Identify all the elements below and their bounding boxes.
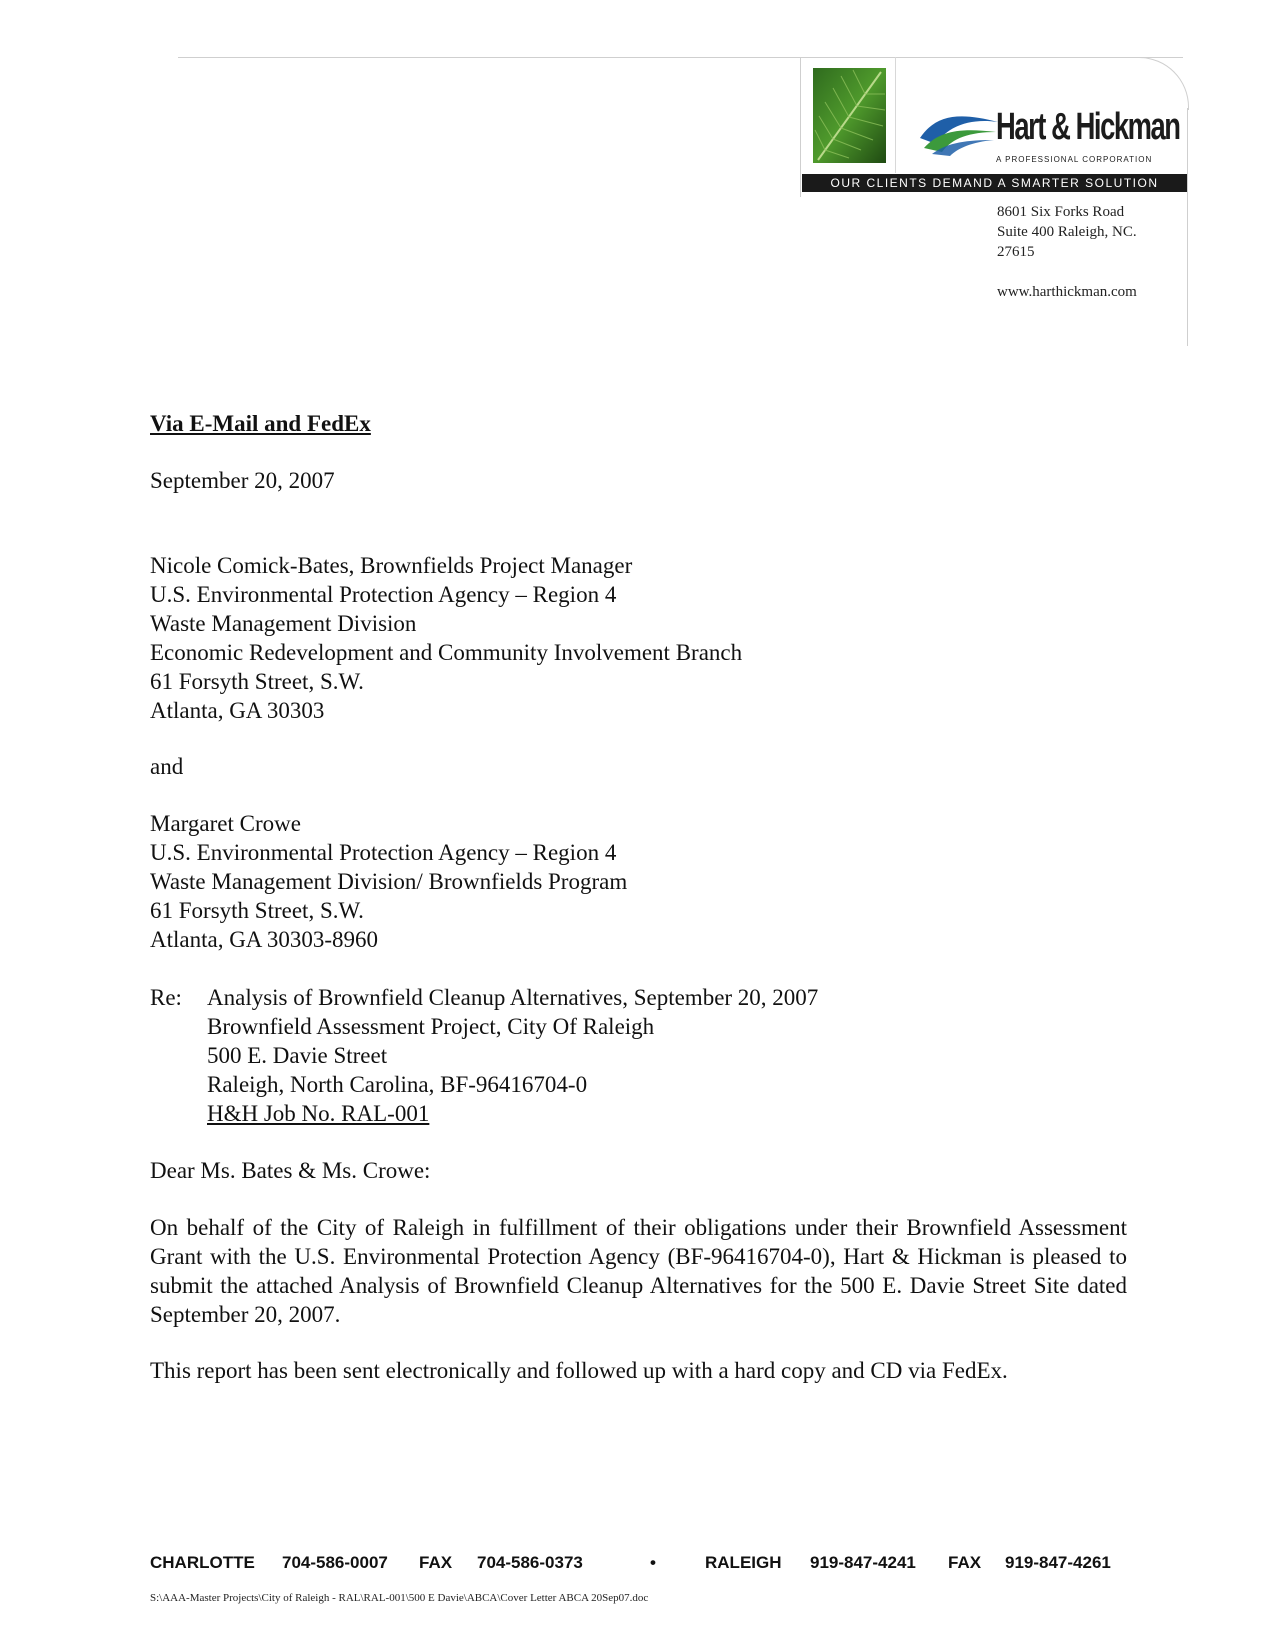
footer-office-raleigh: RALEIGH xyxy=(705,1553,782,1572)
recipient-line: Economic Redevelopment and Community Involvement Branch xyxy=(150,640,743,665)
tagline-bar: OUR CLIENTS DEMAND A SMARTER SOLUTION xyxy=(802,174,1187,192)
recipient-1-address xyxy=(150,551,742,725)
file-path: S:\AAA-Master Projects\City of Raleigh - RAL\RAL-001\500 E Davie\ABCA\Cover Letter ABCA 20Sep07.doc xyxy=(150,1592,649,1604)
recipient-2-address xyxy=(150,809,627,954)
recipient-line: U.S. Environmental Protection Agency – Region 4 xyxy=(150,840,617,865)
subject-line: 500 E. Davie Street xyxy=(207,1043,388,1068)
recipient-line: Waste Management Division xyxy=(150,611,417,636)
address-line: 27615 xyxy=(997,244,1035,260)
recipient-line: Atlanta, GA 30303 xyxy=(150,698,325,723)
footer-phone-charlotte: 704-586-0007 xyxy=(282,1553,388,1572)
recipient-line: U.S. Environmental Protection Agency – Region 4 xyxy=(150,582,617,607)
address-line: Suite 400 Raleigh, NC. xyxy=(997,224,1137,240)
footer-phone-raleigh: 919-847-4241 xyxy=(810,1553,916,1572)
footer-office-charlotte: CHARLOTTE xyxy=(150,1553,255,1572)
job-number: H&H Job No. RAL-001 xyxy=(207,1101,430,1126)
company-wave-logo-icon xyxy=(918,108,1000,156)
conjunction: and xyxy=(150,754,184,779)
recipient-line: Margaret Crowe xyxy=(150,811,301,836)
delivery-method: Via E-Mail and FedEx xyxy=(150,411,371,436)
company-address xyxy=(997,202,1137,262)
recipient-line: Waste Management Division/ Brownfields Program xyxy=(150,869,628,894)
recipient-line: 61 Forsyth Street, S.W. xyxy=(150,669,364,694)
subject-line: Raleigh, North Carolina, BF-96416704-0 xyxy=(207,1072,588,1097)
subject-line: Brownfield Assessment Project, City Of Raleigh xyxy=(207,1014,655,1039)
recipient-line: 61 Forsyth Street, S.W. xyxy=(150,898,364,923)
letterhead-left-rule xyxy=(800,57,801,197)
footer-fax-label: FAX xyxy=(948,1553,982,1572)
letterhead-right-rule xyxy=(1187,108,1188,346)
salutation: Dear Ms. Bates & Ms. Crowe: xyxy=(150,1158,431,1183)
letterhead-divider xyxy=(895,57,896,173)
body-paragraph-2: This report has been sent electronically and followed up with a hard copy and CD via FedEx. xyxy=(150,1358,1008,1383)
subject-line: Analysis of Brownfield Cleanup Alternatives, September 20, 2007 xyxy=(207,985,819,1010)
footer-fax-label: FAX xyxy=(419,1553,453,1572)
letter-date: September 20, 2007 xyxy=(150,468,335,493)
company-website: www.harthickman.com xyxy=(997,284,1137,300)
footer-separator-icon: • xyxy=(650,1553,656,1572)
re-label: Re: xyxy=(150,985,182,1010)
footer-fax-raleigh: 919-847-4261 xyxy=(1005,1553,1111,1572)
address-line: 8601 Six Forks Road xyxy=(997,204,1125,220)
body-paragraph-1: On behalf of the City of Raleigh in fulfillment of their obligations under their Brownfield Assessment Grant with the U.S. Environmental Protection Agency (BF-96416704-0), Hart & Hickman is pleased to submit the attached Analysis of Brownfield Cleanup Alternatives for the 500 E. Davie Street Site dated September 20, 2007. xyxy=(150,1215,1127,1327)
company-subtitle: A PROFESSIONAL CORPORATION xyxy=(996,155,1153,164)
letterhead-top-rule xyxy=(178,57,1183,58)
letterhead-corner xyxy=(1125,57,1189,110)
footer-fax-charlotte: 704-586-0373 xyxy=(477,1553,583,1572)
subject-block xyxy=(207,983,818,1128)
company-name: Hart & Hickman xyxy=(996,106,1180,148)
recipient-line: Atlanta, GA 30303-8960 xyxy=(150,927,379,952)
leaf-photo-icon xyxy=(813,68,886,163)
recipient-line: Nicole Comick-Bates, Brownfields Project Manager xyxy=(150,553,633,578)
